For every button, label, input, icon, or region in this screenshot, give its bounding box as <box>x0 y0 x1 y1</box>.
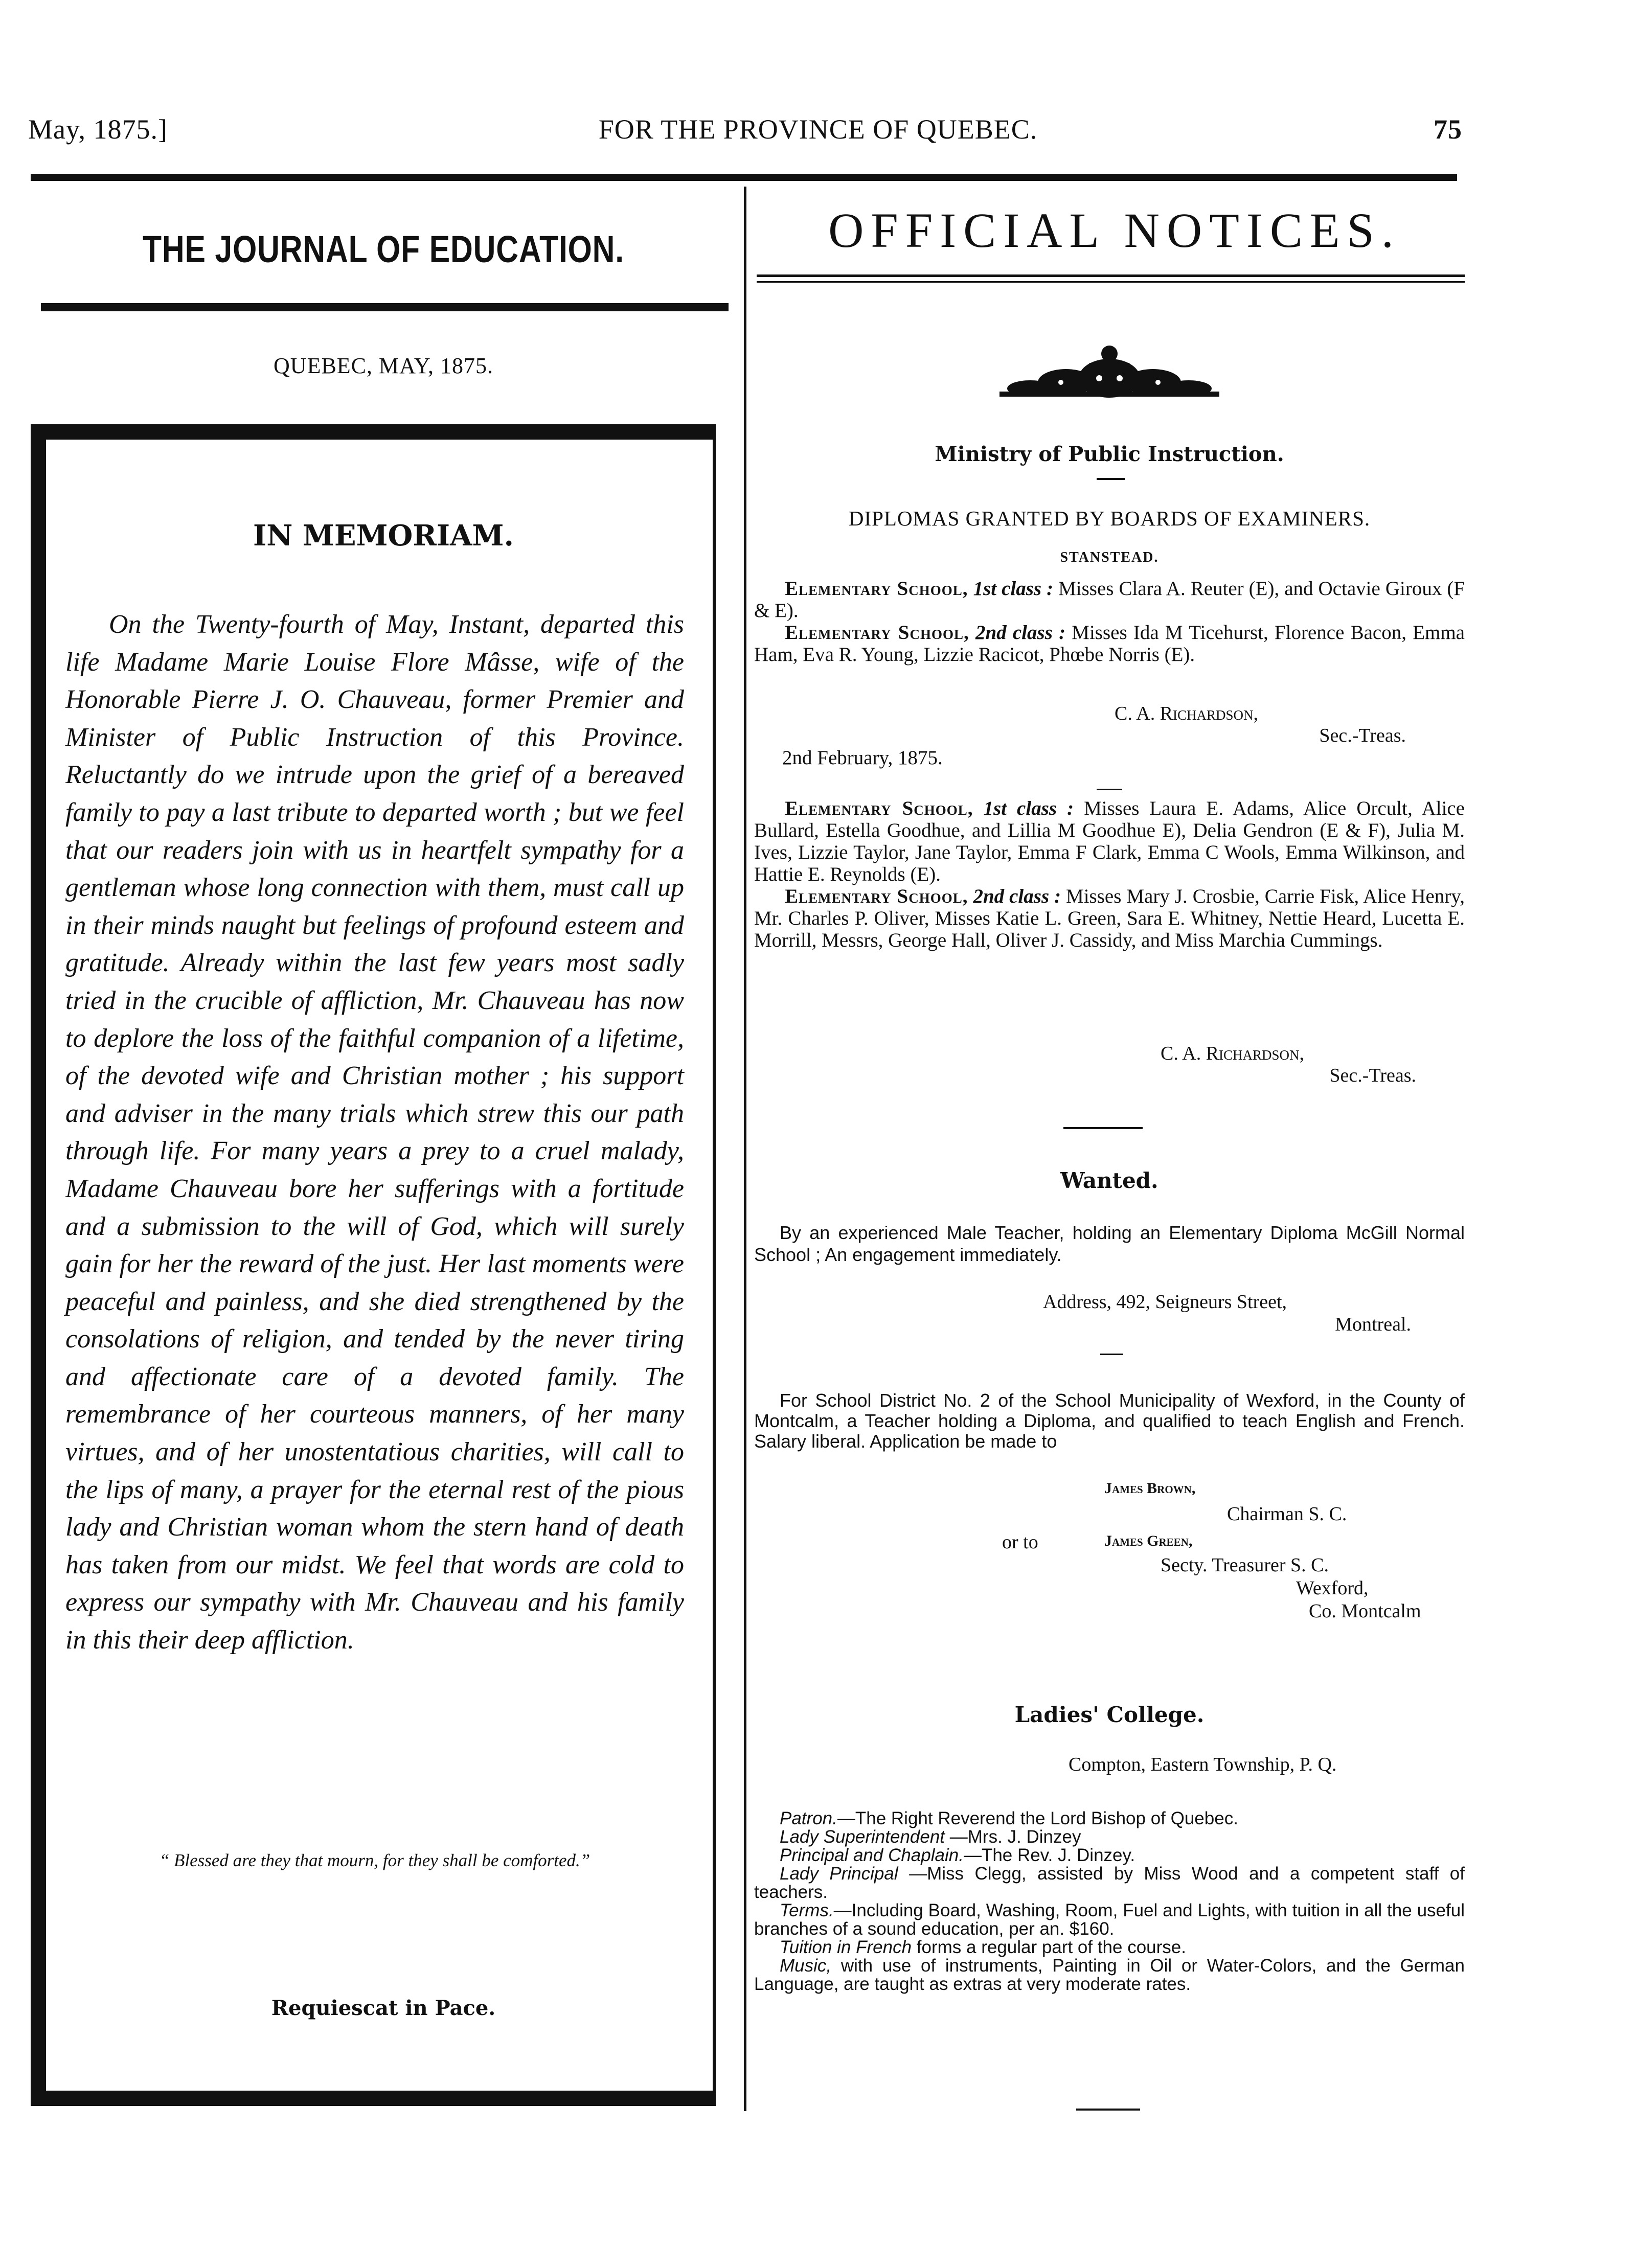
diploma-entry <box>754 797 1465 885</box>
college-heading: Ladies' College. <box>1014 1702 1205 1727</box>
college-line-text: —The Right Reverend the Lord Bishop of Quebec. <box>837 1808 1238 1828</box>
college-line <box>754 1902 1465 1938</box>
diploma-list-b <box>754 797 1465 951</box>
diploma-entry <box>754 578 1465 622</box>
college-line-label: Lady Principal <box>780 1864 898 1884</box>
separator-dash <box>1100 1354 1123 1355</box>
journal-dateline: QUEBEC, MAY, 1875. <box>274 353 493 378</box>
wanted-ad-1-address <box>1043 1291 1411 1336</box>
college-line <box>754 1865 1465 1902</box>
memorial-body: On the Twenty-fourth of May, Instant, departed this life Madame Marie Louise Flore Mâsse, wife of the Honorable Pierre J. O. Chauveau, former Premier and Minister of Public Instruction of this Province. Reluctantly do we intrude upon the grief of a bereaved family to pay a last tribute to departed worth ; but we feel that our readers join with us in heartfelt sympathy for a gentleman whose long connection with them, must call up in their minds naught but feelings of profound esteem and gratitude. Already within the last few years most sadly tried in the crucible of affliction, Mr. Chauveau has now to deplore the loss of the faithful companion of a lifetime, of the devoted wife and Christian mother ; his support and adviser in the many trials which strew this our path through life. For many years a prey to a cruel malady, Madame Chauveau bore her sufferings with a fortitude and a submission to the will of God, which will surely gain for her the reward of the just. Her last moments were peaceful and painless, and she died strengthened by the consolations of religion, and tended by the never tiring and affectionate care of a devoted family. The remembrance of her courteous manners, of her many virtues, and of her unostentatious charities, will call to the lips of many, a prayer for the eternal rest of the pious lady and Christian woman whom the stern hand of death has taken from our midst. We feel that words are cold to express our sympathy with Mr. Chauveau and his family in this their deep affliction. <box>65 610 684 1655</box>
signature-title: Sec.-Treas. <box>1329 1065 1416 1086</box>
contact-2-title: Secty. Treasurer S. C. <box>1161 1554 1329 1576</box>
section-rule <box>1076 2109 1140 2111</box>
address-line: Montreal. <box>1335 1314 1411 1335</box>
ministry-heading: Ministry of Public Instruction. <box>935 442 1284 466</box>
entry-class: 1st class : <box>983 797 1074 819</box>
ornament-icon <box>989 342 1230 409</box>
college-details <box>754 1809 1465 1994</box>
date-a: 2nd February, 1875. <box>782 747 943 769</box>
diploma-entry <box>754 622 1465 666</box>
college-line <box>754 1828 1465 1846</box>
entry-names: Misses Laura E. Adams, Alice Orcult, Alice Bullard, Estella Goodhue, and Lillia M Goodhue E), Delia Gendron (E & F), Julia M. Ives, Lizzie Taylor, Jane Taylor, Emma F Clark, Emma C Wools, Emma Wilkinson, and Hattie E. Reynolds (E). <box>754 797 1465 885</box>
signature-title: Sec.-Treas. <box>1319 725 1406 746</box>
entry-label: Elementary School, <box>785 885 968 907</box>
college-line-text: —The Rev. J. Dinzey. <box>963 1845 1135 1865</box>
official-rule-bottom <box>757 281 1465 283</box>
separator-dash <box>1097 789 1122 790</box>
college-line-label: Terms. <box>780 1900 834 1920</box>
contact-2-name: James Green, <box>1104 1532 1193 1549</box>
entry-class: 2nd class : <box>975 622 1066 644</box>
contact-2-county: Co. Montcalm <box>1309 1600 1421 1622</box>
college-line <box>754 1846 1465 1865</box>
diploma-entry <box>754 885 1465 951</box>
diplomas-place: STANSTEAD. <box>1060 549 1159 565</box>
college-line-label: Patron. <box>780 1808 837 1828</box>
entry-names: Misses Clara A. Reuter (E), and Octavie Giroux (F & E). <box>754 578 1465 622</box>
signature-a <box>1115 703 1406 747</box>
entry-class: 2nd class : <box>973 885 1061 907</box>
memorial-title: IN MEMORIAM. <box>253 519 514 553</box>
college-line-text: —Miss Clegg, assisted by Miss Wood and a competent staff of teachers. <box>754 1864 1465 1902</box>
college-line-label: Music, <box>780 1956 832 1976</box>
header-rule <box>31 174 1457 181</box>
page-number: 75 <box>1434 114 1462 145</box>
journal-title: THE JOURNAL OF EDUCATION. <box>143 228 624 270</box>
wanted-ad-1: By an experienced Male Teacher, holding an Elementary Diploma McGill Normal School ; An engagement immediately. <box>754 1222 1465 1265</box>
memorial-closing: Requiescat in Pace. <box>271 1996 496 2020</box>
entry-label: Elementary School, <box>785 578 968 600</box>
college-line-label: Lady Superintendent <box>780 1827 945 1847</box>
college-location: Compton, Eastern Township, P. Q. <box>1069 1754 1337 1775</box>
official-rule-top <box>757 274 1465 277</box>
header-running-title: FOR THE PROVINCE OF QUEBEC. <box>598 114 1038 145</box>
contact-2-place: Wexford, <box>1296 1577 1369 1599</box>
separator-dash <box>1097 478 1125 480</box>
section-rule <box>1063 1127 1143 1129</box>
college-line-text: —Mrs. J. Dinzey <box>945 1827 1081 1847</box>
college-line-label: Principal and Chaplain. <box>780 1845 964 1865</box>
entry-class: 1st class : <box>973 578 1054 600</box>
entry-names: Misses Ida M Ticehurst, Florence Bacon, Emma Ham, Eva R. Young, Lizzie Racicot, Phœbe Norris (E). <box>754 622 1465 666</box>
signature-name: C. A. Richardson, <box>1115 703 1259 724</box>
official-notices-title: OFFICIAL NOTICES. <box>828 203 1401 258</box>
college-line <box>754 1938 1465 1957</box>
wanted-ad-2: For School District No. 2 of the School Municipality of Wexford, in the County of Montcalm, a Teacher holding a Diploma, and qualified to teach English and French. Salary liberal. Application be made to <box>754 1390 1465 1452</box>
contact-1-name: James Brown, <box>1104 1480 1196 1497</box>
college-line-text: —Including Board, Washing, Room, Fuel and Lights, with tuition in all the useful branches of a sound education, per an. $160. <box>754 1900 1465 1939</box>
college-line-label: Tuition in French <box>780 1937 912 1957</box>
college-line-text: with use of instruments, Painting in Oil or Water-Colors, and the German Language, are taught as extras at very moderate rates. <box>754 1956 1465 1994</box>
journal-title-rule <box>41 303 729 311</box>
college-line <box>754 1809 1465 1828</box>
entry-label: Elementary School, <box>785 797 973 819</box>
header-issue-date: May, 1875.] <box>28 114 168 145</box>
column-divider <box>744 187 746 2111</box>
contact-1-title: Chairman S. C. <box>1227 1503 1347 1525</box>
college-line-text: forms a regular part of the course. <box>912 1937 1186 1957</box>
memorial-quote: “ Blessed are they that mourn, for they shall be comforted.” <box>159 1850 590 1870</box>
entry-label: Elementary School, <box>785 622 969 644</box>
college-line <box>754 1957 1465 1994</box>
entry-names: Misses Mary J. Crosbie, Carrie Fisk, Alice Henry, Mr. Charles P. Oliver, Misses Katie L. Green, Sara E. Whitney, Nettie Heard, Lucetta E. Morrill, Messrs, George Hall, Oliver J. Cassidy, and Miss Marchia Cummings. <box>754 885 1465 951</box>
address-line: Address, 492, Seigneurs Street, <box>1043 1291 1287 1313</box>
signature-b <box>1161 1043 1416 1087</box>
diploma-list-a <box>754 578 1465 666</box>
diplomas-heading: DIPLOMAS GRANTED BY BOARDS OF EXAMINERS. <box>848 507 1371 530</box>
contact-or: or to <box>1002 1531 1038 1553</box>
wanted-heading: Wanted. <box>1060 1168 1158 1193</box>
signature-name: C. A. Richardson, <box>1161 1043 1305 1064</box>
